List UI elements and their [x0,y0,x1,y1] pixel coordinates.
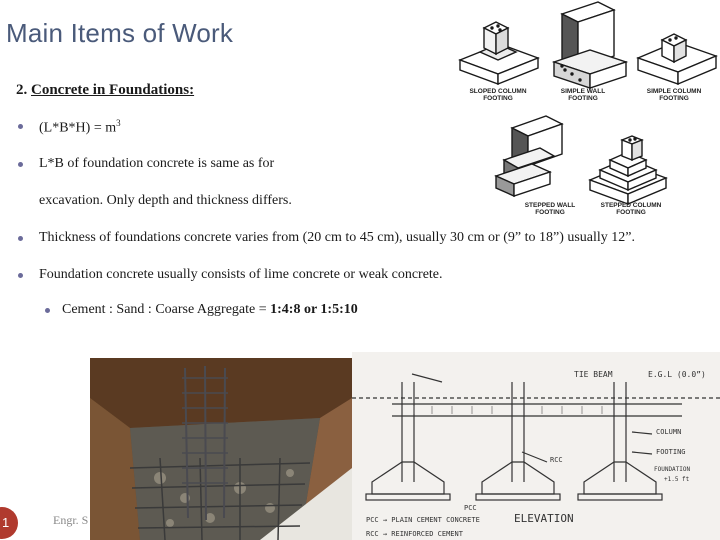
label-rcc: RCC [550,456,563,464]
heading-number: 2. [16,82,28,98]
label-rcc-note: RCC → REINFORCED CEMENT [366,530,463,538]
footer-author: Engr. S [53,513,89,527]
bullet-thickness-text: Thickness of foundations concrete varies from (20 cm to 45 cm), usually 30 cm or (9” to 18”) usually 12”. [39,230,636,245]
heading-text: Concrete in Foundations: [31,82,195,98]
label-tie-beam: TIE BEAM [574,370,613,379]
simple-column-footing [638,34,716,84]
bullet-lb-text: L*B of foundation concrete is same as for [39,156,275,171]
stepped-wall-footing [496,116,562,196]
label-simple-column-footing: SIMPLE COLUMN FOOTING [646,88,702,102]
label-foundation-depth: +1.5 ft [664,476,690,483]
label-egl: E.G.L (0.0”) [648,370,706,379]
label-stepped-column-footing: STEPPED COLUMN FOOTING [600,202,662,216]
label-sloped-column-footing: SLOPED COLUMN FOOTING [469,88,527,102]
label-stepped-wall-footing: STEPPED WALL FOOTING [524,202,576,216]
stepped-column-footing [590,136,666,204]
sub-bullet-ratio-value: 1:4:8 or 1:5:10 [270,302,358,317]
footing-types-figure [450,0,720,225]
sub-bullet-prefix: Cement : Sand : Coarse Aggregate = [62,302,271,317]
slide-title: Main Items of Work [6,18,234,48]
label-column: COLUMN [656,428,682,436]
elevation-sketch [352,352,720,540]
simple-wall-footing [554,2,626,88]
label-pcc-note: PCC → PLAIN CEMENT CONCRETE [366,516,480,524]
sloped-column-footing [460,22,538,84]
bullet-lb-continuation: excavation. Only depth and thickness differs. [39,193,292,208]
bullet-volume-sup: 3 [116,118,121,128]
page-number: 1 [2,515,10,530]
label-elevation: ELEVATION [514,512,574,525]
section-heading [16,82,194,99]
label-pcc: PCC [464,504,477,512]
label-footing: FOOTING [656,448,686,456]
bullet-volume-text: (L*B*H) = m [39,120,117,136]
label-foundation: FOUNDATION [654,466,691,473]
label-simple-wall-footing: SIMPLE WALL FOOTING [560,88,606,102]
bullet-composition-text: Foundation concrete usually consists of lime concrete or weak concrete. [39,267,443,282]
foundation-pit-photo [90,358,352,540]
